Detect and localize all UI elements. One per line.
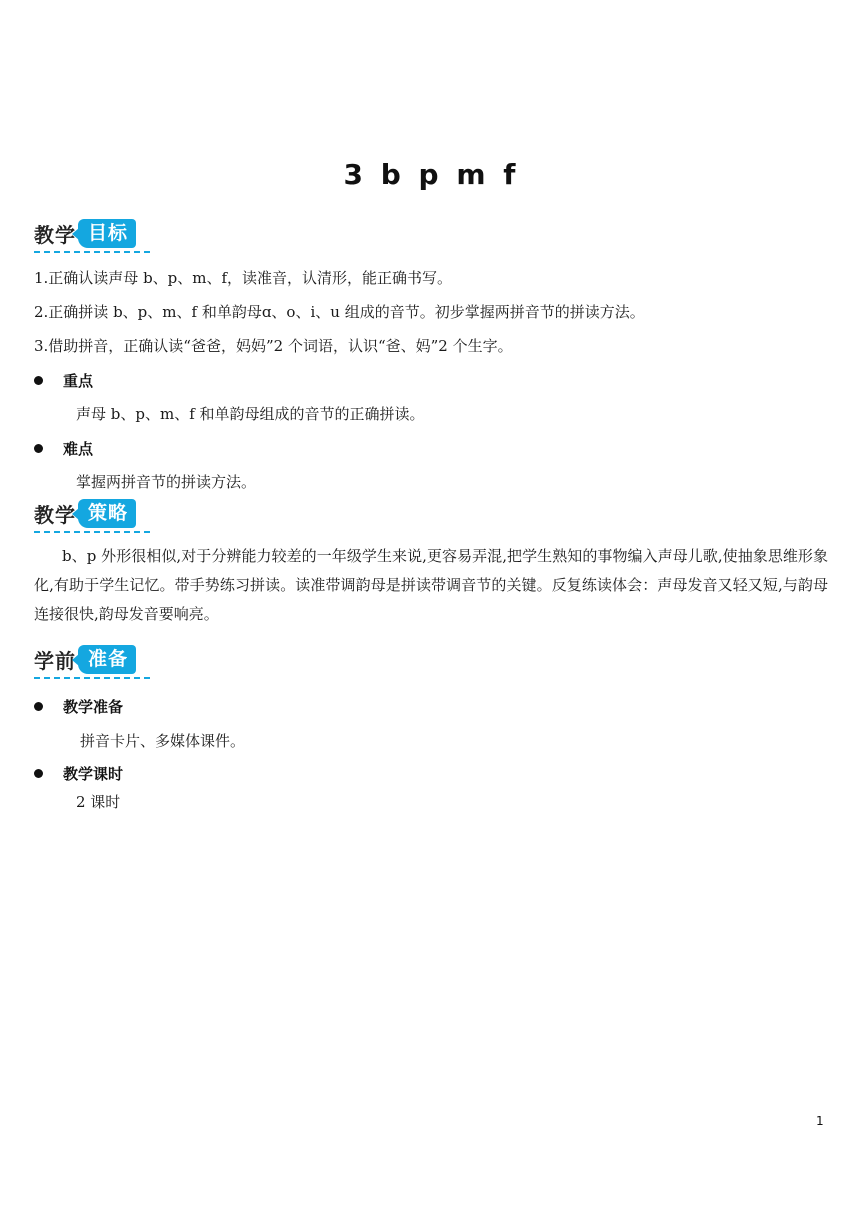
section-header-goals-badge: 目标 bbox=[78, 219, 136, 248]
bullet-icon bbox=[34, 702, 43, 711]
section-header-prep bbox=[34, 642, 136, 676]
section-header-divider bbox=[34, 677, 150, 679]
section-header-prep-badge: 准备 bbox=[78, 645, 136, 674]
bullet-icon bbox=[34, 376, 43, 385]
key-point-heading bbox=[34, 369, 93, 391]
materials-label: 教学准备 bbox=[63, 697, 124, 716]
key-point-text: 声母 b、p、m、f 和单韵母组成的音节的正确拼读。 bbox=[76, 405, 425, 423]
goal-item-2: 2.正确拼读 b、p、m、f 和单韵母ɑ、o、i、u 组成的音节。初步掌握两拼音节的拼读方法。 bbox=[34, 303, 645, 321]
strategy-paragraph: b、p 外形很相似,对于分辨能力较差的一年级学生来说,更容易弄混,把学生熟知的事物编入声母儿歌,使抽象思维形象化,有助于学生记忆。带手势练习拼读。读准带调韵母是拼读带调音节的关键。反复练读体会：声母发音又轻又短,与韵母连接很快,韵母发音要响亮。 bbox=[34, 547, 828, 623]
key-point-label: 重点 bbox=[63, 371, 94, 390]
section-header-prep-prefix: 学前 bbox=[34, 648, 76, 673]
section-header-strategy bbox=[34, 496, 136, 530]
materials-text: 拼音卡片、多媒体课件。 bbox=[80, 732, 246, 750]
section-header-strategy-badge: 策略 bbox=[78, 499, 136, 528]
bullet-icon bbox=[34, 769, 43, 778]
hours-text: 2 课时 bbox=[76, 793, 121, 811]
hours-heading bbox=[34, 762, 123, 784]
hours-label: 教学课时 bbox=[63, 764, 124, 783]
section-header-goals-prefix: 教学 bbox=[34, 222, 76, 247]
page-title: 3 b p m f bbox=[343, 158, 517, 191]
section-header-strategy-prefix: 教学 bbox=[34, 502, 76, 527]
difficulty-text: 掌握两拼音节的拼读方法。 bbox=[76, 473, 257, 491]
materials-heading bbox=[34, 695, 123, 717]
difficulty-label: 难点 bbox=[63, 439, 94, 458]
difficulty-heading bbox=[34, 437, 93, 459]
page-number: 1 bbox=[816, 1114, 824, 1128]
section-header-divider bbox=[34, 251, 150, 253]
goal-item-1: 1.正确认读声母 b、p、m、f，读准音，认清形，能正确书写。 bbox=[34, 269, 453, 287]
section-header-goals bbox=[34, 216, 136, 250]
goal-item-3: 3.借助拼音，正确认读“爸爸，妈妈”2 个词语，认识“爸、妈”2 个生字。 bbox=[34, 337, 513, 355]
section-header-divider bbox=[34, 531, 150, 533]
bullet-icon bbox=[34, 444, 43, 453]
